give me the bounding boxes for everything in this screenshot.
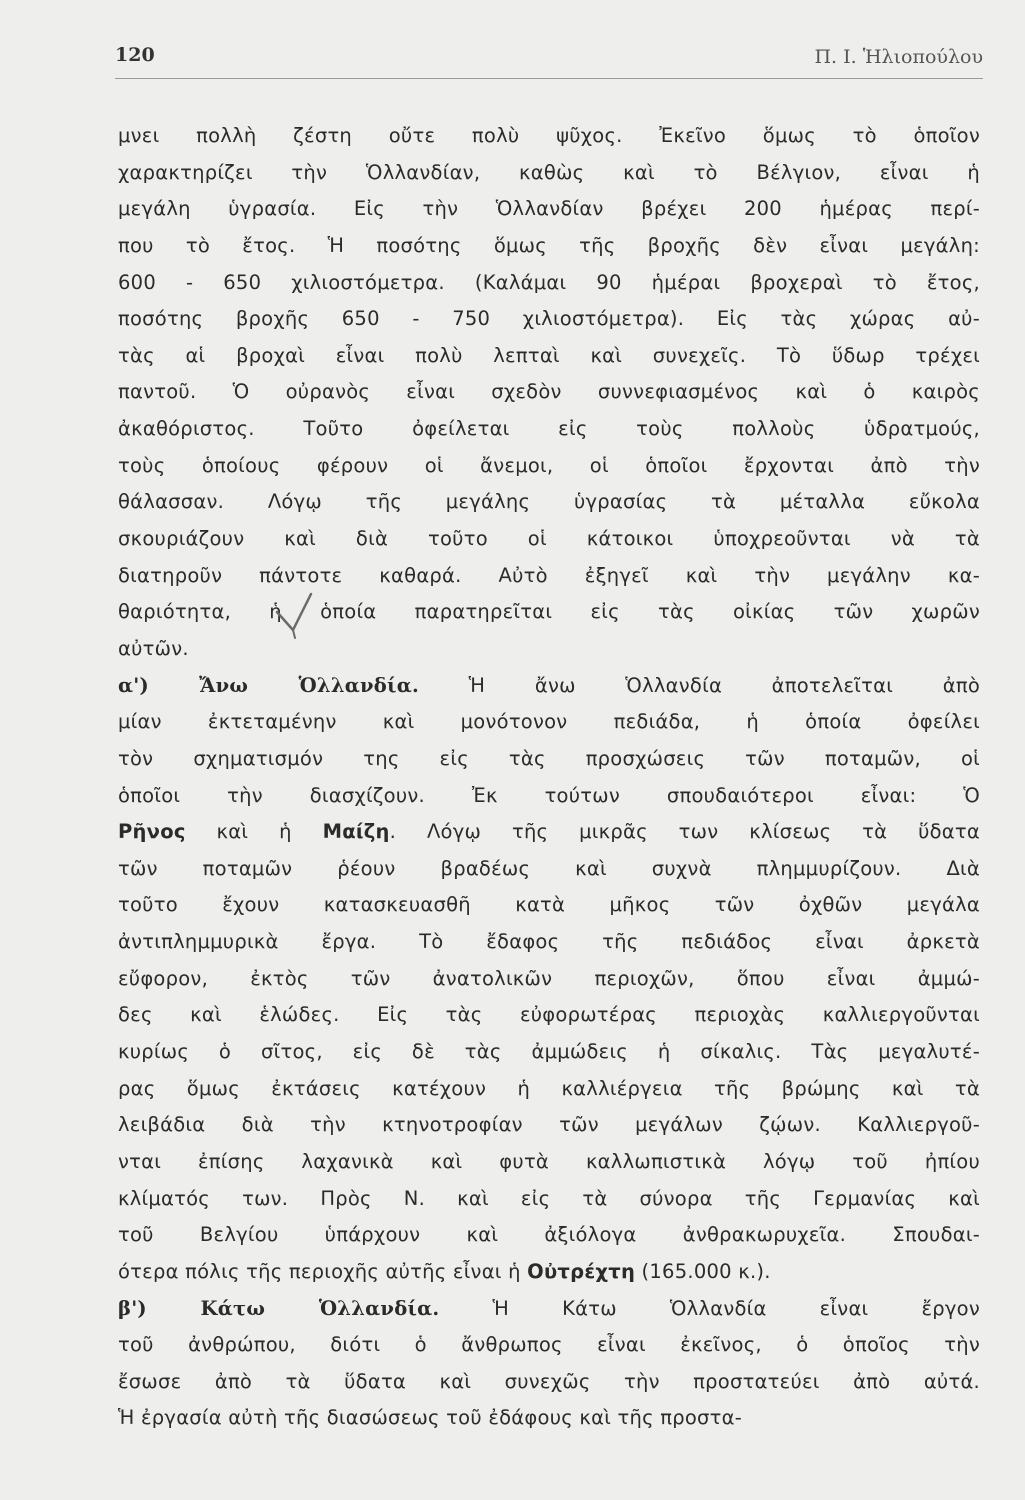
text-segment: νται ἐπίσης λαχανικὰ καὶ φυτὰ καλλωπιστικὰ λόγῳ τοῦ ἠπίου [118,1149,980,1173]
text-segment: λειβάδια διὰ τὴν κτηνοτροφίαν τῶν μεγάλων ζῴων. Καλλιεργοῦ- [118,1113,980,1137]
text-segment: (165.000 κ.). [635,1259,771,1283]
text-line [118,704,980,741]
text-segment: ὁποῖοι τὴν διασχίζουν. Ἐκ τούτων σπουδαιότεροι εἶναι: Ὁ [118,783,980,807]
text-segment: τῶν ποταμῶν ῥέουν βραδέως καὶ συχνὰ πλημμυρίζουν. Διὰ [118,856,980,880]
text-segment: εὔφορον, ἐκτὸς τῶν ἀνατολικῶν περιοχῶν, ὅπου εἶναι ἀμμώ- [118,966,980,990]
text-line [118,594,980,631]
text-segment: τοὺς ὁποίους φέρουν οἱ ἄνεμοι, οἱ ὁποῖοι ἔρχονται ἀπὸ τὴν [118,453,980,477]
text-segment: τοῦ Βελγίου ὑπάρχουν καὶ ἀξιόλογα ἀνθρακωρυχεῖα. Σπουδαι- [118,1223,980,1247]
text-line [118,1181,980,1218]
text-line [118,887,980,924]
section-heading: β') Κάτω Ὁλλανδία. [118,1296,440,1320]
text-line [118,1291,980,1328]
text-segment: μνει πολλὴ ζέστη οὔτε πολὺ ψῦχος. Ἐκεῖνο ὅμως τὸ ὁποῖον [118,124,980,147]
text-line [118,558,980,595]
text-line [118,228,980,265]
text-line [118,1217,980,1254]
text-line [118,851,980,888]
text-segment: ρας ὅμως ἐκτάσεις κατέχουν ἡ καλλιέργεια τῆς βρώμης καὶ τὰ [118,1076,980,1100]
text-line [118,961,980,998]
text-line [118,814,980,851]
text-line [118,924,980,961]
pencil-check-mark-icon [273,588,323,644]
text-segment: διατηροῦν πάντοτε καθαρά. Αὐτὸ ἐξηγεῖ καὶ τὴν μεγάλην κα- [118,563,980,587]
text-line [118,778,980,815]
text-segment: ότερα πόλις τῆς περιοχῆς αὐτῆς εἶναι ἡ [118,1259,528,1283]
text-line [118,521,980,558]
text-segment: 600 - 650 χιλιοστόμετρα. (Καλάμαι 90 ἡμέραι βροχεραὶ τὸ ἔτος, [118,270,980,294]
text-line [118,338,980,375]
text-line [118,374,980,411]
text-segment: που τὸ ἔτος. Ἡ ποσότης ὅμως τῆς βροχῆς δὲν εἶναι μεγάλη: [118,233,980,257]
text-segment: δες καὶ ἑλώδες. Εἰς τὰς εὐφορωτέρας περιοχὰς καλλιεργοῦνται [118,1003,980,1027]
text-segment: θαριότητα, ἡ ὁποία παρατηρεῖται εἰς τὰς οἰκίας τῶν χωρῶν [118,600,980,624]
text-segment: κλίματός των. Πρὸς Ν. καὶ εἰς τὰ σύνορα τῆς Γερμανίας καὶ [118,1186,980,1210]
text-segment: . Λόγῳ τῆς μικρᾶς των κλίσεως τὰ ὕδατα [389,820,981,844]
place-name: Οὐτρέχτη [527,1259,636,1283]
text-segment: ποσότης βροχῆς 650 - 750 χιλιοστόμετρα). Εἰς τὰς χώρας αὐ- [118,307,980,331]
text-segment: ἀκαθόριστος. Τοῦτο ὀφείλεται εἰς τοὺς πολλοὺς ὑδρατμούς, [118,417,980,441]
text-line [118,484,980,521]
text-line [118,1071,980,1108]
page-number: 120 [115,44,155,66]
text-line [118,448,980,485]
text-line [118,1034,980,1071]
text-segment: Ἡ Κάτω Ὁλλανδία εἶναι ἔργον [439,1296,980,1320]
text-line [118,1254,980,1291]
text-segment: μίαν ἐκτεταμένην καὶ μονότονον πεδιάδα, ἡ ὁποία ὀφείλει [118,710,980,734]
text-line [118,1144,980,1181]
text-line [118,265,980,302]
text-segment: τοῦτο ἔχουν κατασκευασθῆ κατὰ μῆκος τῶν ὀχθῶν μεγάλα [118,893,980,917]
text-line [118,155,980,192]
text-segment: μεγάλη ὑγρασία. Εἰς τὴν Ὁλλανδίαν βρέχει 200 ἡμέρας περί- [118,197,980,221]
text-line [118,1327,980,1364]
text-segment: παντοῦ. Ὁ οὐρανὸς εἶναι σχεδὸν συννεφιασμένος καὶ ὁ καιρὸς [118,380,980,404]
text-segment: τοῦ ἀνθρώπου, διότι ὁ ἄνθρωπος εἶναι ἐκεῖνος, ὁ ὁποῖος τὴν [118,1333,980,1357]
text-segment: ἀντιπλημμυρικὰ ἔργα. Τὸ ἔδαφος τῆς πεδιάδος εἶναι ἀρκετὰ [118,930,980,954]
text-line [118,1364,980,1401]
text-segment: καὶ ἡ [185,820,323,844]
text-segment: Ἡ ἐργασία αὐτὴ τῆς διασώσεως τοῦ ἐδάφους καὶ τῆς προστα- [118,1406,743,1430]
section-heading: α') Ἄνω Ὁλλανδία. [118,673,420,697]
text-line [118,997,980,1034]
text-segment: Ἡ ἄνω Ὁλλανδία ἀποτελεῖται ἀπὸ [419,673,980,697]
text-line [118,1107,980,1144]
text-line [118,1400,980,1437]
text-segment: σκουριάζουν καὶ διὰ τοῦτο οἱ κάτοικοι ὑποχρεοῦνται νὰ τὰ [118,527,980,551]
running-head: Π. Ι. Ἡλιοπούλου [814,46,983,68]
text-line [118,191,980,228]
text-line [118,668,980,705]
text-line [118,301,980,338]
text-line [118,741,980,778]
text-segment: κυρίως ὁ σῖτος, εἰς δὲ τὰς ἀμμώδεις ἡ σίκαλις. Τὰς μεγαλυτέ- [118,1040,980,1064]
text-segment: χαρακτηρίζει τὴν Ὁλλανδίαν, καθὼς καὶ τὸ Βέλγιον, εἶναι ἡ [118,160,980,184]
text-segment: αὐτῶν. [118,636,189,660]
text-line [118,411,980,448]
text-line [118,631,980,668]
body-text [118,118,980,1437]
text-segment: τὸν σχηματισμόν της εἰς τὰς προσχώσεις τῶν ποταμῶν, οἱ [118,746,980,770]
place-name: Μαίζη [322,820,390,844]
text-segment: τὰς αἱ βροχαὶ εἶναι πολὺ λεπταὶ καὶ συνεχεῖς. Τὸ ὕδωρ τρέχει [118,343,980,367]
text-line [118,118,980,155]
text-segment: θάλασσαν. Λόγῳ τῆς μεγάλης ὑγρασίας τὰ μέταλλα εὔκολα [118,490,980,514]
place-name: Ρῆνος [118,820,186,844]
page-header [115,38,983,79]
text-segment: ἔσωσε ἀπὸ τὰ ὕδατα καὶ συνεχῶς τὴν προστατεύει ἀπὸ αὐτά. [118,1369,980,1393]
